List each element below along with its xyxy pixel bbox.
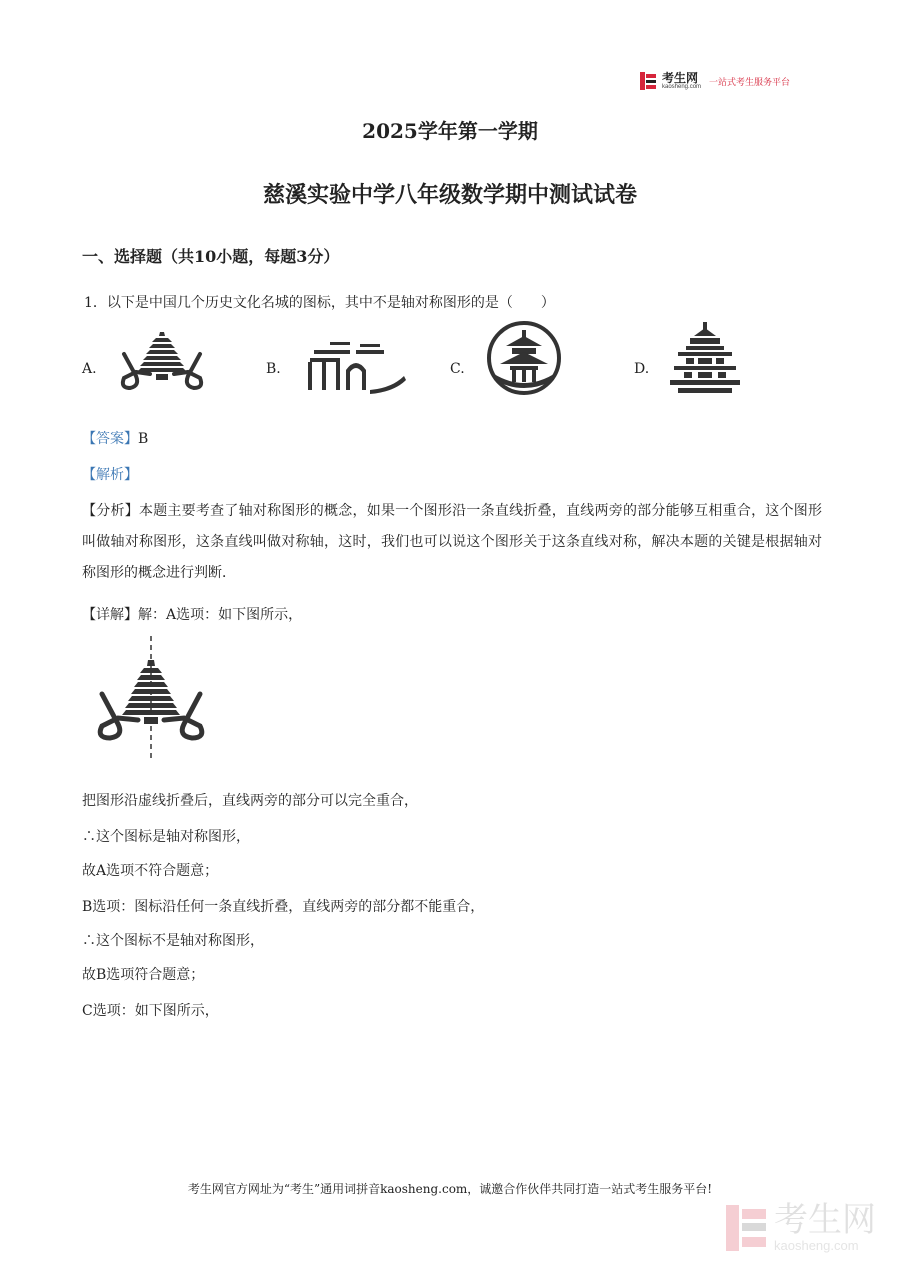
watermark-en: kaosheng.com [774,1238,859,1253]
solution-line-6: 故B选项符合题意； [82,967,205,983]
solution-line-5: ∴这个图标不是轴对称图形， [82,933,264,949]
option-a-label: A. [82,361,97,377]
answer-line [82,424,148,454]
logo-brand [662,72,701,90]
option-d-tower-icon [668,322,742,394]
option-c-label: C. [450,361,465,377]
option-d-label: D. [634,361,650,377]
exam-term-title: 2025学年第一学期 [362,119,538,143]
question-1-text: 1．以下是中国几个历史文化名城的图标，其中不是轴对称图形的是（ ） [84,295,555,311]
option-a-symmetry-figure [92,636,210,760]
option-a-pagoda-icon [116,330,208,394]
section-heading: 一、选择题（共10小题，每题3分） [82,247,340,266]
kaosheng-logo-icon [640,72,656,90]
kaosheng-logo[interactable] [640,72,790,90]
kaosheng-watermark [726,1200,876,1253]
watermark-cn: 考生网 [774,1200,876,1240]
analysis-paragraph [82,496,822,589]
solution-line-1: 把图形沿虚线折叠后，直线两旁的部分可以完全重合， [82,793,418,809]
answer-tag: 【答案】 [82,431,138,447]
fenxi-tag: 【分析】 [82,503,139,519]
answer-value: B [138,431,149,447]
exam-title: 慈溪实验中学八年级数学期中测试试卷 [262,182,637,208]
option-b-gate-icon [300,336,410,394]
footer-notice: 考生网官方网址为“考生”通用词拼音kaosheng.com，诚邀合作伙伴共同打造一站式考生服务平台! [187,1182,713,1196]
fenxi-text: 本题主要考查了轴对称图形的概念，如果一个图形沿一条直线折叠，直线两旁的部分能够互相重合，这个图形叫做轴对称图形，这条直线叫做对称轴，这时，我们也可以说这个图形关于这条直线对称，解决本题的关键是根据轴对称图形的概念进行判断． [82,503,823,581]
option-c-temple-circle-icon [484,320,564,396]
detail-line [82,600,302,630]
option-b-label: B. [266,361,281,377]
logo-brand-cn: 考生网 [662,71,699,85]
logo-brand-en: kaosheng.com [662,84,702,90]
logo-slogan: 一站式考生服务平台 [709,77,791,88]
kaosheng-watermark-icon [726,1205,766,1251]
analysis-tag: 【解析】 [82,467,138,483]
xiangjie-text: 解：A选项：如下图所示， [138,607,303,623]
solution-line-3: 故A选项不符合题意； [82,863,219,879]
xiangjie-tag: 【详解】 [82,607,138,623]
solution-line-2: ∴这个图标是轴对称图形， [82,829,250,845]
solution-line-7: C选项：如下图所示， [82,1003,219,1019]
solution-line-4: B选项：图标沿任何一条直线折叠，直线两旁的部分都不能重合， [82,899,485,915]
